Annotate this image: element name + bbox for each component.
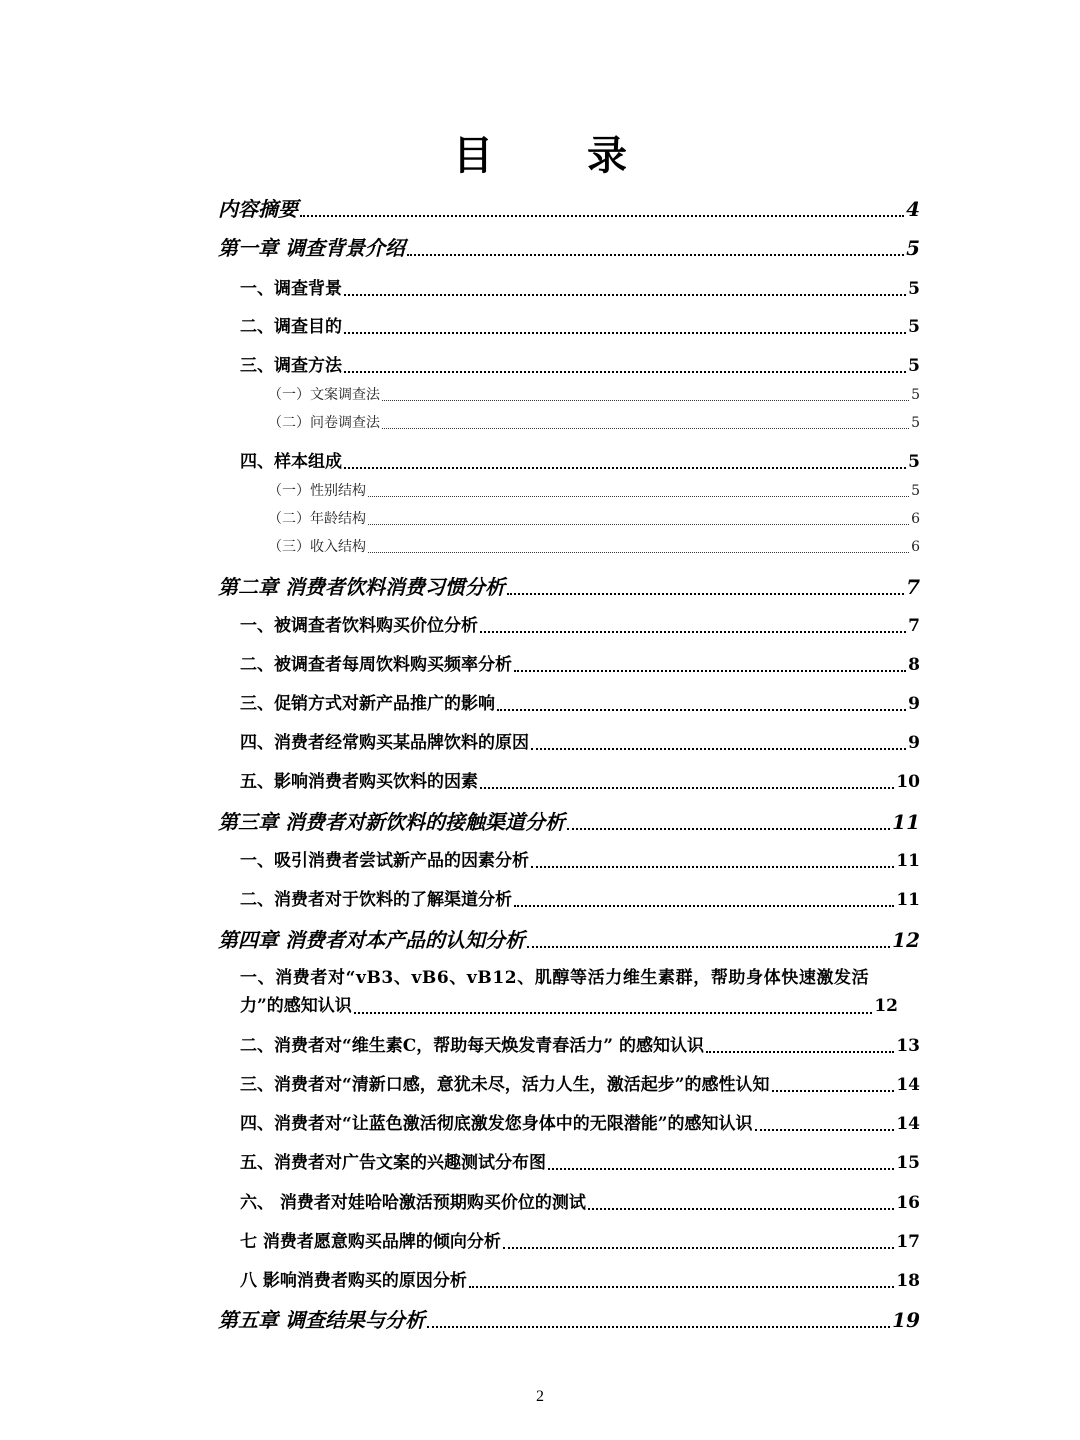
toc-page-number: 9 <box>908 733 920 753</box>
toc-entry-label: （二）年龄结构 <box>268 511 366 527</box>
toc-entry-chapter-3[interactable] <box>218 808 920 836</box>
dot-leader <box>469 1286 894 1288</box>
toc-page-number: 4 <box>906 197 920 221</box>
toc-entry-chapter-5[interactable] <box>218 1306 920 1334</box>
toc-page-number: 18 <box>896 1271 920 1291</box>
toc-entry-label: （一）文案调查法 <box>268 387 380 403</box>
toc-entry-label: 四、消费者对“让蓝色激活彻底激发您身体中的无限潜能”的感知认识 <box>240 1114 753 1134</box>
toc-entry-label: 第五章 调查结果与分析 <box>218 1308 425 1332</box>
toc-page-number: 5 <box>908 452 920 472</box>
toc-entry-label: 三、消费者对“清新口感，意犹未尽，活力人生，激活起步”的感性认知 <box>240 1075 770 1095</box>
dot-leader <box>344 467 906 469</box>
toc-entry-section[interactable] <box>240 887 920 913</box>
dot-leader <box>514 670 906 672</box>
toc-entry-label: 一、吸引消费者尝试新产品的因素分析 <box>240 851 529 871</box>
toc-page-number: 10 <box>896 772 920 792</box>
toc-entry-section[interactable] <box>240 1150 920 1176</box>
toc-page-number: 11 <box>896 851 920 871</box>
toc-entry-section[interactable] <box>240 449 920 475</box>
toc-entry-chapter-2[interactable] <box>218 573 920 601</box>
toc-entry-label: 第二章 消费者饮料消费习惯分析 <box>218 575 505 599</box>
toc-entry-label: 八 影响消费者购买的原因分析 <box>240 1271 467 1291</box>
toc-entry-label-line2: 力”的感知认识 <box>240 996 352 1016</box>
toc-entry-intro[interactable] <box>218 195 920 223</box>
toc-page-number: 5 <box>911 415 920 431</box>
dot-leader <box>755 1129 895 1131</box>
dot-leader <box>531 748 906 750</box>
toc-page-number: 19 <box>892 1308 920 1332</box>
page-title: 目 录 <box>453 133 667 179</box>
toc-entry-label: 四、样本组成 <box>240 452 342 472</box>
dot-leader <box>368 524 909 525</box>
toc-entry-section[interactable] <box>240 1190 920 1216</box>
toc-page-number: 5 <box>906 236 920 260</box>
toc-page-number: 14 <box>896 1075 920 1095</box>
dot-leader <box>527 946 890 948</box>
toc-entry-subsection[interactable] <box>268 480 920 502</box>
toc-entry-section[interactable] <box>240 276 920 302</box>
toc-entry-label: 第四章 消费者对本产品的认知分析 <box>218 928 525 952</box>
toc-entry-label: 二、被调查者每周饮料购买频率分析 <box>240 655 512 675</box>
toc-entry-label: 三、促销方式对新产品推广的影响 <box>240 694 495 714</box>
toc-page-number: 12 <box>892 928 920 952</box>
toc-entry-label: （一）性别结构 <box>268 483 366 499</box>
toc-page-number: 17 <box>896 1232 920 1252</box>
toc-page-number: 15 <box>896 1153 920 1173</box>
toc-entry-section[interactable] <box>240 1268 920 1294</box>
toc-entry-subsection[interactable] <box>268 412 920 434</box>
dot-leader <box>588 1208 894 1210</box>
toc-entry-section-multiline[interactable] <box>240 964 920 1020</box>
toc-entry-section[interactable] <box>240 1229 920 1255</box>
dot-leader <box>368 496 909 497</box>
toc-page-number: 16 <box>896 1193 920 1213</box>
toc-page-number: 12 <box>874 996 898 1016</box>
toc-entry-section[interactable] <box>240 353 920 379</box>
dot-leader <box>772 1090 895 1092</box>
dot-leader <box>344 332 906 334</box>
toc-page-number: 13 <box>896 1036 920 1056</box>
dot-leader <box>382 428 909 429</box>
dot-leader <box>706 1051 894 1053</box>
toc-page-number: 5 <box>908 317 920 337</box>
toc-entry-label: 四、消费者经常购买某品牌饮料的原因 <box>240 733 529 753</box>
dot-leader <box>427 1326 890 1328</box>
toc-page-number: 9 <box>908 694 920 714</box>
toc-entry-label: 五、影响消费者购买饮料的因素 <box>240 772 478 792</box>
dot-leader <box>368 552 909 553</box>
toc-entry-section[interactable] <box>240 613 920 639</box>
toc-entry-section[interactable] <box>240 848 920 874</box>
toc-page-number: 5 <box>911 483 920 499</box>
toc-entry-section[interactable] <box>240 769 920 795</box>
dot-leader <box>300 215 904 217</box>
toc-entry-chapter-1[interactable] <box>218 234 920 262</box>
dot-leader <box>407 254 904 256</box>
toc-page-number: 6 <box>911 511 920 527</box>
toc-entry-section[interactable] <box>240 314 920 340</box>
toc-entry-label: 一、调查背景 <box>240 279 342 299</box>
toc-entry-label: 五、消费者对广告文案的兴趣测试分布图 <box>240 1153 546 1173</box>
toc-entry-chapter-4[interactable] <box>218 926 920 954</box>
toc-entry-section[interactable] <box>240 730 920 756</box>
dot-leader <box>480 787 894 789</box>
toc-entry-label: 七 消费者愿意购买品牌的倾向分析 <box>240 1232 501 1252</box>
toc-page-number: 11 <box>896 890 920 910</box>
toc-page-number: 8 <box>908 655 920 675</box>
toc-entry-section[interactable] <box>240 1033 920 1059</box>
toc-entry-label: 六、 消费者对娃哈哈激活预期购买价位的测试 <box>240 1193 586 1213</box>
toc-entry-label: 内容摘要 <box>218 197 298 221</box>
toc-page-number: 7 <box>908 616 920 636</box>
toc-entry-section[interactable] <box>240 1111 920 1137</box>
dot-leader <box>507 593 904 595</box>
dot-leader <box>497 709 906 711</box>
toc-entry-label: 第三章 消费者对新饮料的接触渠道分析 <box>218 810 565 834</box>
toc-page-number: 6 <box>911 539 920 555</box>
dot-leader <box>531 866 894 868</box>
toc-entry-label: 三、调查方法 <box>240 356 342 376</box>
toc-entry-line2 <box>240 992 920 1020</box>
dot-leader <box>354 1012 873 1014</box>
dot-leader <box>548 1168 894 1170</box>
dot-leader <box>567 828 890 830</box>
dot-leader <box>503 1247 894 1249</box>
page-number-footer: 2 <box>536 1388 544 1405</box>
toc-page-number: 7 <box>906 575 920 599</box>
toc-entry-label: （三）收入结构 <box>268 539 366 555</box>
toc-entry-label: （二）问卷调查法 <box>268 415 380 431</box>
toc-entry-section[interactable] <box>240 691 920 717</box>
toc-page-number: 14 <box>896 1114 920 1134</box>
toc-entry-label: 第一章 调查背景介绍 <box>218 236 405 260</box>
toc-entry-label: 二、消费者对于饮料的了解渠道分析 <box>240 890 512 910</box>
dot-leader <box>344 371 906 373</box>
dot-leader <box>344 294 906 296</box>
toc-entry-section[interactable] <box>240 1072 920 1098</box>
toc-entry-subsection[interactable] <box>268 384 920 406</box>
toc-entry-label-line1: 一、消费者对“vB3、vB6、vB12、肌醇等活力维生素群，帮助身体快速激发活 <box>240 968 870 988</box>
toc-entry-label: 二、调查目的 <box>240 317 342 337</box>
toc-entry-subsection[interactable] <box>268 508 920 530</box>
toc-page-number: 5 <box>911 387 920 403</box>
toc-page-number: 5 <box>908 279 920 299</box>
toc-page-number: 5 <box>908 356 920 376</box>
dot-leader <box>480 631 906 633</box>
toc-entry-subsection[interactable] <box>268 536 920 558</box>
toc-entry-label: 一、被调查者饮料购买价位分析 <box>240 616 478 636</box>
toc-page-number: 11 <box>892 810 920 834</box>
toc-entry-section[interactable] <box>240 652 920 678</box>
dot-leader <box>514 905 894 907</box>
toc-entry-label: 二、消费者对“维生素C，帮助每天焕发青春活力” 的感知认识 <box>240 1036 705 1056</box>
dot-leader <box>382 400 909 401</box>
